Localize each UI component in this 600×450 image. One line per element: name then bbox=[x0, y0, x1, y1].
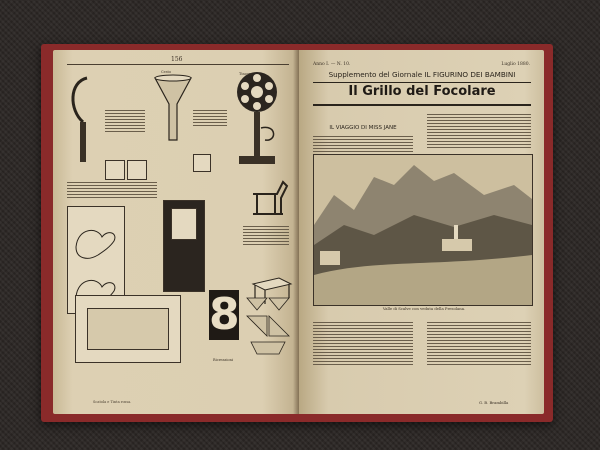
article-text-bottom-right bbox=[427, 322, 531, 367]
article-text-left bbox=[313, 136, 413, 154]
issue-header bbox=[313, 62, 530, 67]
photo-caption: Valle di Scalve con veduta della Presolana. bbox=[382, 306, 466, 311]
article-text-bottom-left bbox=[313, 322, 413, 367]
wheel-illustration bbox=[231, 68, 283, 178]
issue-number: Anno I. — N. 10. bbox=[313, 62, 351, 67]
frame-diagram-inner bbox=[87, 308, 169, 350]
mountain-valley-engraving bbox=[313, 154, 533, 306]
text-column-a bbox=[105, 110, 145, 134]
left-footer: Scatola e Tinta rossa. bbox=[93, 400, 132, 404]
folding-diagram-3 bbox=[193, 154, 211, 172]
supplement-line: Supplemento del Giornale IL FIGURINO DEI BAMBINI bbox=[328, 70, 516, 79]
funnel-illustration bbox=[153, 74, 193, 144]
caption-cesto: Cesto bbox=[161, 70, 172, 74]
left-page bbox=[53, 50, 299, 414]
page-number: 156 bbox=[171, 56, 183, 63]
insect-frame bbox=[171, 208, 197, 240]
text-column-d bbox=[243, 226, 289, 247]
toy-horse-illustration bbox=[247, 174, 291, 224]
title-rule-top bbox=[313, 82, 531, 83]
number-eight-figure: 8 bbox=[209, 289, 240, 340]
text-column-b bbox=[193, 110, 227, 128]
folding-diagram-1 bbox=[105, 160, 125, 180]
issue-date: Luglio 1880. bbox=[501, 62, 530, 67]
header-rule bbox=[67, 64, 289, 65]
caption-tinozza: Tinozza bbox=[239, 72, 253, 76]
page-title: Il Grillo del Focolare bbox=[348, 84, 496, 99]
article-text-right bbox=[427, 114, 531, 150]
article-subhead: IL VIAGGIO DI MISS JANE bbox=[329, 125, 397, 131]
title-rule-bottom bbox=[313, 104, 531, 106]
text-column-c bbox=[67, 182, 157, 200]
caption-ricreazioni: Ricreazioni bbox=[213, 358, 233, 362]
right-page bbox=[299, 50, 544, 414]
folding-diagram-2 bbox=[127, 160, 147, 180]
open-book bbox=[41, 44, 553, 422]
author-signature: G. B. Brambilla bbox=[479, 400, 509, 405]
tangram-illustration bbox=[245, 296, 291, 356]
sickle-illustration bbox=[67, 70, 101, 170]
